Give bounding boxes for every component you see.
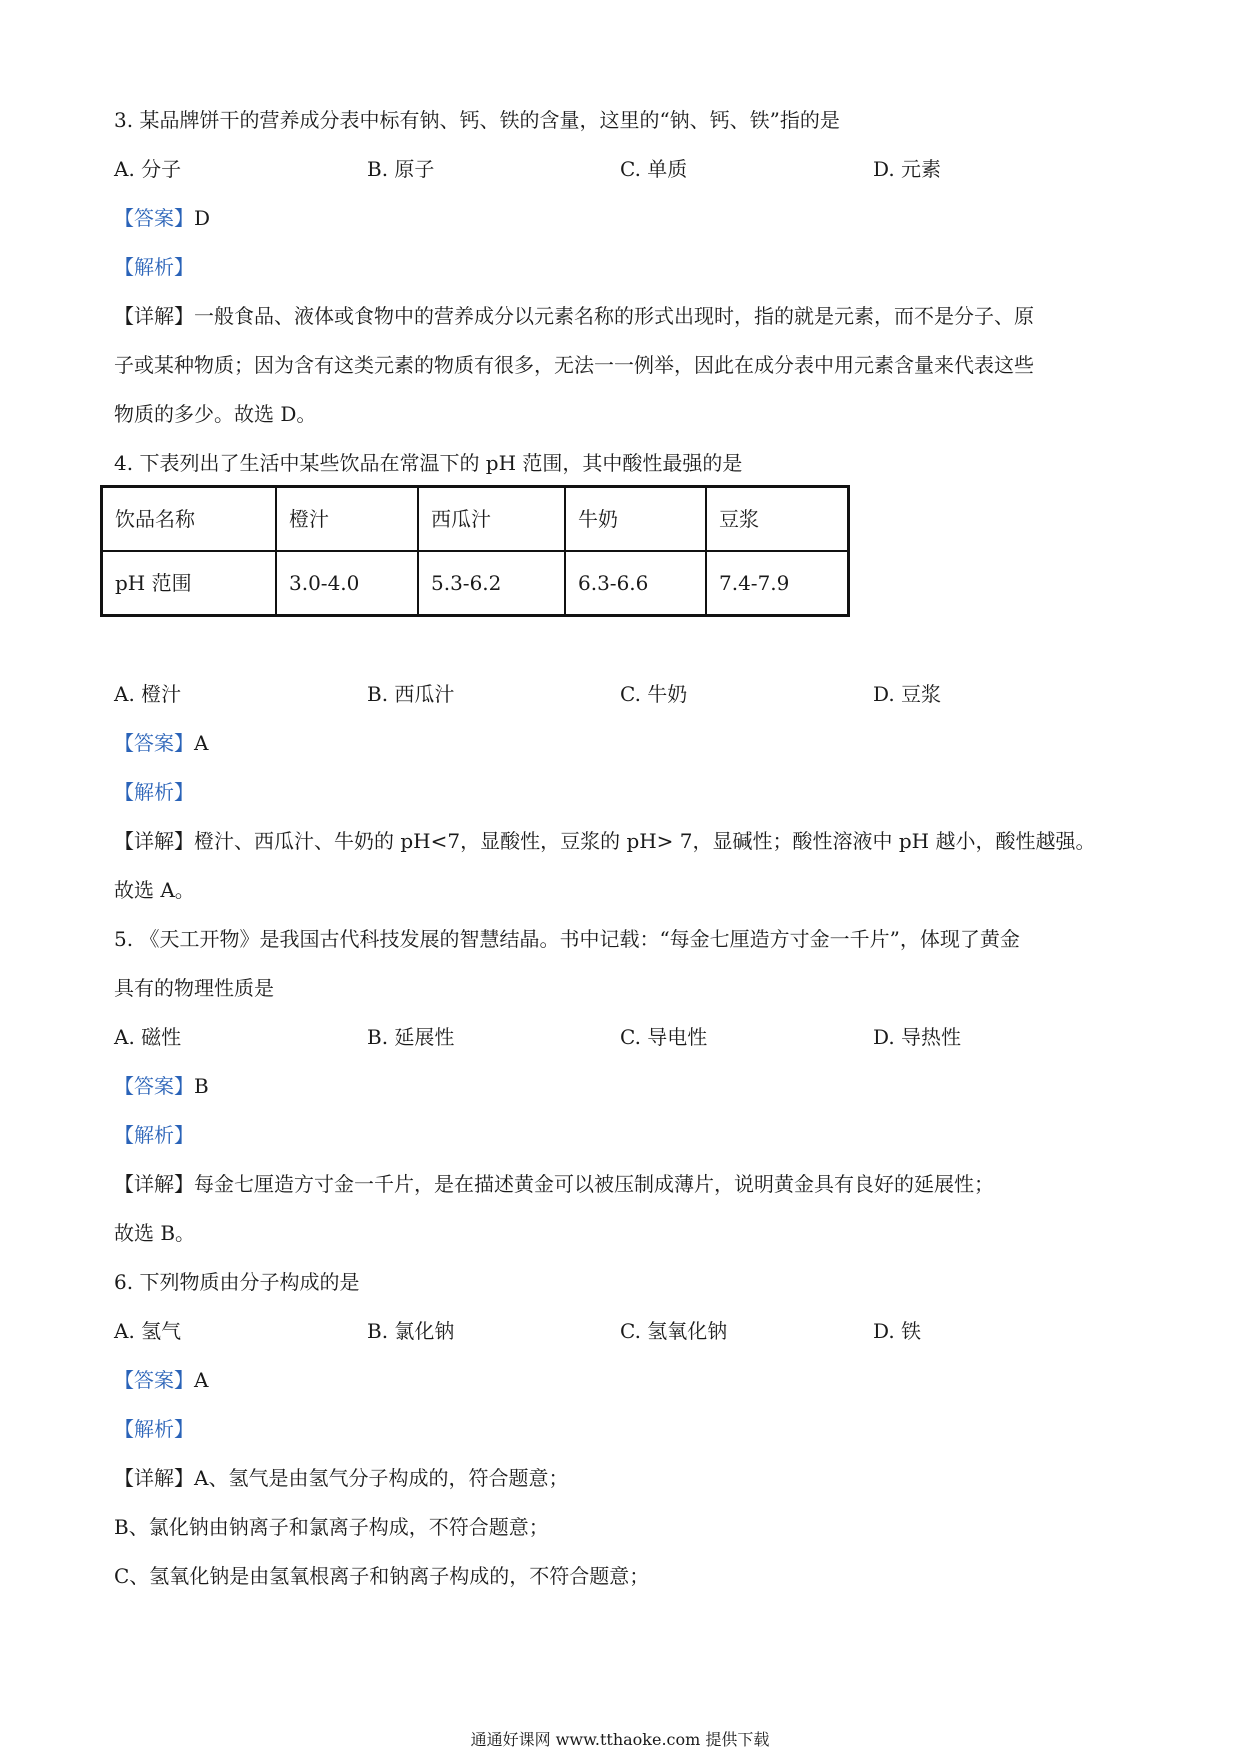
- q4-detail-line-1: [114, 827, 1095, 855]
- question-5-stem-line-1: 5. 《天工开物》是我国古代科技发展的智慧结晶。书中记载：“每金七厘造方寸金一千片”，体现了黄金: [114, 927, 1020, 951]
- q5-option-c: C. 导电性: [620, 1025, 708, 1049]
- answer-tag: 【答案】: [114, 731, 194, 755]
- question-3-stem: 3. 某品牌饼干的营养成分表中标有钠、钙、铁的含量，这里的“钠、钙、铁”指的是: [114, 108, 840, 132]
- q3-option-a: A. 分子: [114, 157, 182, 181]
- q3-option-c: C. 单质: [620, 157, 688, 181]
- ph-table: [100, 485, 850, 617]
- q5-detail-line-1: [114, 1170, 994, 1198]
- table-cell: 7.4-7.9: [706, 551, 849, 616]
- q6-detail-line-3: C、氢氧化钠是由氢氧根离子和钠离子构成的，不符合题意；: [114, 1564, 650, 1588]
- detail-text: A、氢气是由氢气分子构成的，符合题意；: [194, 1466, 569, 1490]
- question-4-stem: 4. 下表列出了生活中某些饮品在常温下的 pH 范围，其中酸性最强的是: [114, 451, 743, 475]
- q4-option-d: D. 豆浆: [873, 682, 942, 706]
- q4-option-b: B. 西瓜汁: [367, 682, 455, 706]
- question-6-stem: 6. 下列物质由分子构成的是: [114, 1270, 360, 1294]
- table-cell: 豆浆: [706, 487, 849, 552]
- table-cell: 牛奶: [565, 487, 706, 552]
- detail-tag: 【详解】: [114, 1466, 194, 1490]
- q5-option-a: A. 磁性: [114, 1025, 182, 1049]
- table-cell: 5.3-6.2: [418, 551, 565, 616]
- table-header-row: [102, 487, 849, 552]
- answer-value: A: [194, 731, 209, 755]
- table-cell: 西瓜汁: [418, 487, 565, 552]
- q5-detail-line-2: 故选 B。: [114, 1221, 196, 1245]
- q5-option-d: D. 导热性: [873, 1025, 962, 1049]
- detail-text: 每金七厘造方寸金一千片，是在描述黄金可以被压制成薄片，说明黄金具有良好的延展性；: [194, 1172, 994, 1196]
- answer-tag: 【答案】: [114, 1074, 194, 1098]
- table-cell: 6.3-6.6: [565, 551, 706, 616]
- q6-answer: [114, 1366, 208, 1394]
- q3-answer: [114, 204, 210, 232]
- q6-option-c: C. 氢氧化钠: [620, 1319, 728, 1343]
- q6-detail-line-1: [114, 1464, 568, 1492]
- q3-option-b: B. 原子: [367, 157, 435, 181]
- detail-tag: 【详解】: [114, 829, 194, 853]
- q3-analysis-tag: 【解析】: [114, 255, 194, 279]
- q4-analysis-tag: 【解析】: [114, 780, 194, 804]
- page-footer: 通通好课网 www.tthaoke.com 提供下载: [470, 1730, 770, 1749]
- answer-tag: 【答案】: [114, 206, 194, 230]
- q4-detail-line-2: 故选 A。: [114, 878, 195, 902]
- table-cell: 橙汁: [276, 487, 418, 552]
- detail-text: 一般食品、液体或食物中的营养成分以元素名称的形式出现时，指的就是元素，而不是分子、原: [194, 304, 1034, 328]
- table-row: [102, 551, 849, 616]
- detail-tag: 【详解】: [114, 304, 194, 328]
- table-cell: 饮品名称: [102, 487, 277, 552]
- q6-analysis-tag: 【解析】: [114, 1417, 194, 1441]
- answer-value: D: [194, 206, 211, 230]
- q6-detail-line-2: B、氯化钠由钠离子和氯离子构成，不符合题意；: [114, 1515, 549, 1539]
- q6-option-d: D. 铁: [873, 1319, 922, 1343]
- table-cell: 3.0-4.0: [276, 551, 418, 616]
- q3-option-d: D. 元素: [873, 157, 942, 181]
- detail-text: 橙汁、西瓜汁、牛奶的 pH<7，显酸性，豆浆的 pH> 7，显碱性；酸性溶液中 pH 越小，酸性越强。: [194, 829, 1096, 853]
- question-5-stem-line-2: 具有的物理性质是: [114, 976, 274, 1000]
- answer-value: B: [194, 1074, 209, 1098]
- q5-option-b: B. 延展性: [367, 1025, 455, 1049]
- q5-analysis-tag: 【解析】: [114, 1123, 194, 1147]
- answer-tag: 【答案】: [114, 1368, 194, 1392]
- q6-option-a: A. 氢气: [114, 1319, 182, 1343]
- answer-value: A: [194, 1368, 209, 1392]
- detail-tag: 【详解】: [114, 1172, 194, 1196]
- q5-answer: [114, 1072, 209, 1100]
- q4-option-a: A. 橙汁: [114, 682, 182, 706]
- q3-detail-line-2: 子或某种物质；因为含有这类元素的物质有很多，无法一一例举，因此在成分表中用元素含量来代表这些: [114, 353, 1034, 377]
- q3-detail-line-3: 物质的多少。故选 D。: [114, 402, 317, 426]
- table-cell: pH 范围: [102, 551, 277, 616]
- q3-detail-line-1: [114, 302, 1034, 330]
- q4-option-c: C. 牛奶: [620, 682, 688, 706]
- q6-option-b: B. 氯化钠: [367, 1319, 455, 1343]
- q4-answer: [114, 729, 208, 757]
